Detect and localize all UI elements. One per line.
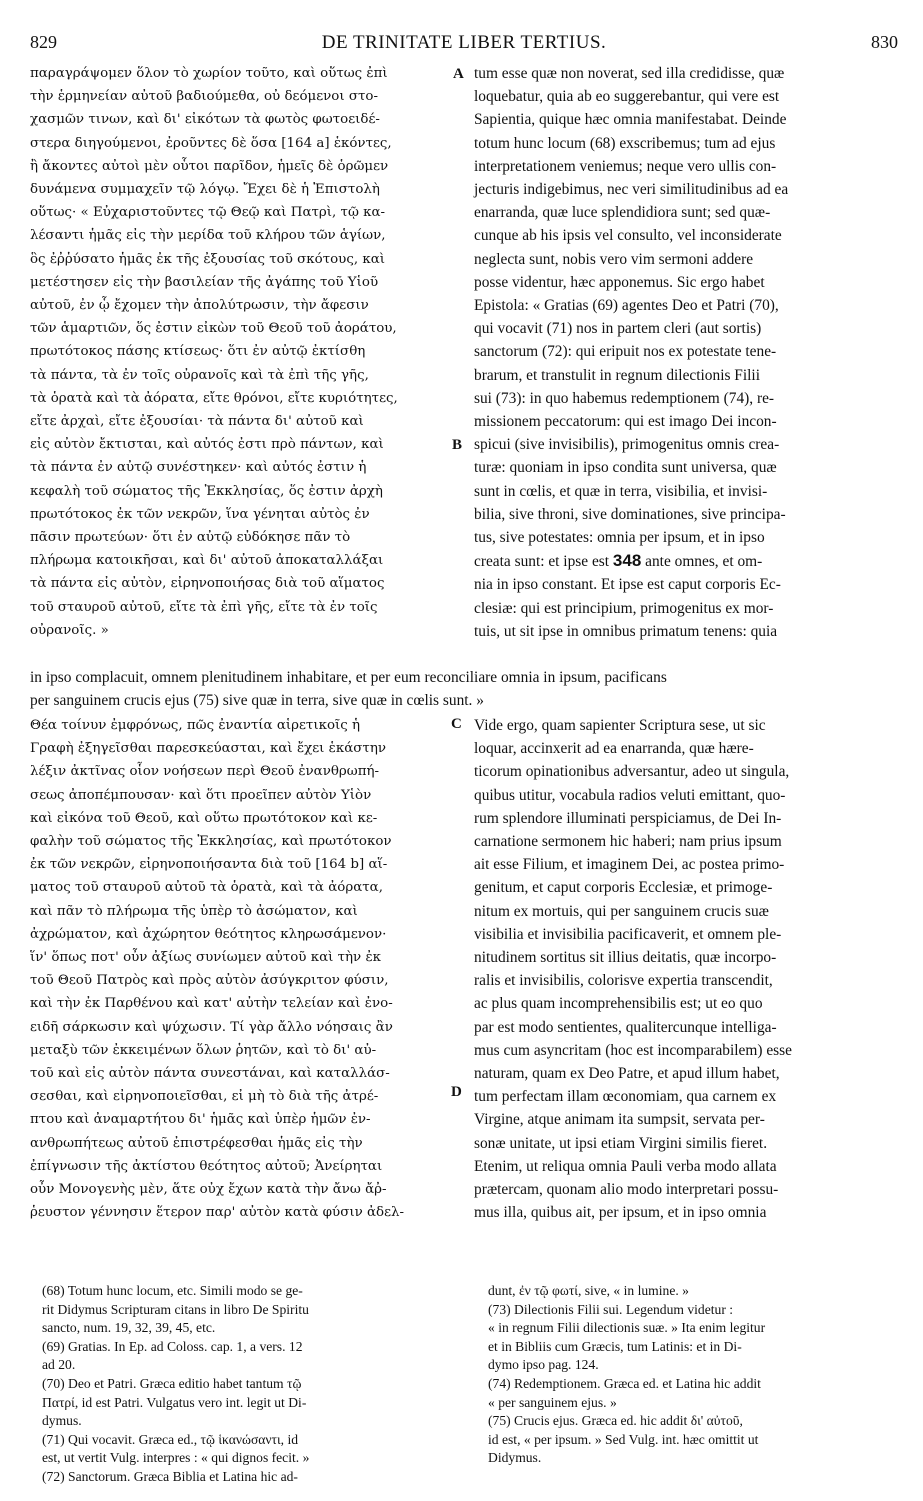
footnotes-right	[488, 1282, 898, 1468]
latin-text-line: ticorum opinationibus adversantur, adeo ut singula,	[474, 763, 790, 781]
greek-text-line: ανθρωπήτεως αὐτοῦ ἐπιστρέφεσθαι ἡμᾶς εἰς τὴν	[30, 1135, 363, 1151]
greek-text-line: ῥευστον γέννησιν ἕτερον παρ' αὐτὸν κατὰ φύσιν ἀδελ-	[30, 1205, 405, 1221]
latin-text-line: naturam, quam ex Deo Patre, et apud illum habet,	[474, 1065, 780, 1083]
greek-text-line: λέσαντι ἡμᾶς εἰς τὴν μερίδα τοῦ κλήρου τῶν ἁγίων,	[30, 228, 386, 244]
greek-text-line: τῶν ἁμαρτιῶν, ὅς ἐστιν εἰκὼν τοῦ Θεοῦ τοῦ ἀοράτου,	[30, 321, 397, 337]
greek-text-line: ἐκ τῶν νεκρῶν, εἰρηνοποιήσαντα διὰ τοῦ [164 b] αἵ-	[30, 857, 388, 873]
latin-text-line: jecturis indigebimus, nec veri similitudinibus ad ea	[474, 181, 789, 199]
page-number-left: 829	[30, 32, 57, 52]
greek-text-line: τοῦ καὶ εἰς αὐτὸν πάντα συνεστάναι, καὶ καταλλάσ-	[30, 1066, 390, 1082]
footnote-line: (68) Totum hunc locum, etc. Simili modo se ge-	[42, 1283, 303, 1298]
greek-column-bottom	[30, 714, 460, 1224]
latin-text-line: Epistola: « Gratias (69) agentes Deo et Patri (70),	[474, 297, 779, 315]
section-marker-d: D	[451, 1084, 462, 1100]
greek-text-line: πρωτότοκος πάσης κτίσεως· ὅτι ἐν αὐτῷ ἐκτίσθη	[30, 344, 366, 360]
footnote-line: (75) Crucis ejus. Græca ed. hic addit δι' αὐτοῦ,	[488, 1413, 743, 1429]
latin-text-line: posse videntur, hæc apponemus. Sic ergo habet	[474, 273, 765, 291]
footnote-line: (72) Sanctorum. Græca Biblia et Latina hic ad-	[42, 1468, 298, 1484]
latin-text-line: tum esse quæ non noverat, sed illa credidisse, quæ	[474, 65, 785, 82]
latin-text-line: qui vocavit (71) nos in partem cleri (aut sortis)	[474, 320, 762, 338]
greek-text-line: ἢ ἄκοντες αὐτοὶ μὲν οὗτοι παρῖδον, ἡμεῖς δὲ ὁρῶμεν	[30, 158, 389, 174]
latin-text-line: tum perfectam illam œconomiam, qua carnem ex	[474, 1088, 777, 1106]
footnote-line: Πατρί, id est Patri. Vulgatus vero int. legit ut Di-	[42, 1394, 307, 1410]
latin-text-line: Virgine, atque animam ita sumpsit, servata per-	[474, 1111, 765, 1129]
greek-text-line: εἴτε ἀρχαὶ, εἴτε ἐξουσίαι· τὰ πάντα δι' αὐτοῦ καὶ	[30, 414, 364, 430]
running-title: DE TRINITATE LIBER TERTIUS.	[321, 32, 607, 53]
running-header	[30, 32, 898, 58]
full-width-line: in ipso complacuit, omnem plenitudinem inhabitare, et per eum reconciliare omnia in ipsum, pacificans	[30, 669, 667, 686]
greek-text-line: τὴν ἑρμηνείαν αὐτοῦ βαδιούμεθα, οὐ δεόμενοι στο-	[30, 89, 378, 105]
footnote-line: ad 20.	[42, 1357, 76, 1373]
latin-text-line: nitudinem sortitus sit illius deitatis, quæ incorpo-	[474, 949, 777, 967]
footnote-line: (70) Deo et Patri. Græca editio habet tantum τῷ	[42, 1375, 302, 1391]
greek-text-line: λέξιν ἀκτῖνας οἷον νοήσεων περὶ Θεοῦ ἐνανθρωπή-	[30, 764, 380, 780]
greek-text-line: τοῦ Θεοῦ Πατρὸς καὶ πρὸς αὐτὸν ἀσύγκριτον φύσιν,	[30, 973, 389, 989]
latin-text-line: carnatione sermonem hic haberi; nam prius ipsum	[474, 833, 782, 851]
greek-text-line: τὰ πάντα, τὰ ἐν τοῖς οὐρανοῖς καὶ τὰ ἐπὶ τῆς γῆς,	[30, 367, 369, 383]
full-width-lines	[30, 666, 898, 712]
section-marker-c: C	[451, 716, 462, 732]
latin-text-line: spicui (sive invisibilis), primogenitus omnis crea-	[474, 436, 780, 454]
latin-column-top	[474, 62, 900, 643]
latin-text-line: bilia, sive throni, sive dominationes, sive principa-	[474, 505, 786, 523]
latin-text-line: Vide ergo, quam sapienter Scriptura sese, ut sic	[474, 717, 766, 734]
greek-text-line: παραγράψομεν ὅλον τὸ χωρίον τοῦτο, καὶ οὕτως ἐπὶ	[30, 66, 388, 81]
greek-text-line: αὐτοῦ, ἐν ᾧ ἔχομεν τὴν ἀπολύτρωσιν, τὴν ἄφεσιν	[30, 298, 369, 314]
latin-text-line: par est modo sentientes, qualitercunque intelliga-	[474, 1018, 777, 1036]
latin-text-line: prætercam, quonam alio modo interpretari possu-	[474, 1181, 779, 1199]
latin-text-fragment: creata sunt: et ipse est	[474, 553, 610, 571]
greek-text-line: στερα διηγούμενοι, ἐροῦντες δὲ ὅσα [164 a] ἑκόντες,	[30, 135, 392, 151]
latin-text-line: quibus utitur, vocabula radios veluti emittant, quo-	[474, 786, 786, 804]
latin-text-line: tuis, ut sit ipse in omnibus primatum tenens: quia	[474, 622, 778, 640]
greek-text-line: πᾶσιν πρωτεύων· ὅτι ἐν αὐτῷ εὐδόκησε πᾶν τὸ	[30, 530, 351, 546]
greek-text-line: πτου καὶ ἀναμαρτήτου δι' ἡμᾶς καὶ ὑπὲρ ἡμῶν ἐν-	[30, 1112, 371, 1128]
footnote-line: « per sanguinem ejus. »	[488, 1394, 617, 1410]
latin-text-line-with-page-number	[474, 549, 900, 573]
latin-text-line: sunt in cœlis, et quæ in terra, visibilia, et invisi-	[474, 482, 768, 500]
latin-text-fragment: ante omnes, et om-	[645, 553, 763, 571]
latin-text-line: sonæ unitate, ut ipsi etiam Virgini similis fieret.	[474, 1134, 768, 1152]
greek-text-line: ματος τοῦ σταυροῦ αὐτοῦ τὰ ὁρατὰ, καὶ τὰ ἀόρατα,	[30, 880, 383, 896]
latin-text-line: clesiæ: qui est principium, primogenitus ex mor-	[474, 599, 774, 617]
full-width-line: per sanguinem crucis ejus (75) sive quæ in terra, sive quæ in cœlis sunt. »	[30, 692, 484, 709]
footnote-line: dymus.	[42, 1413, 82, 1429]
latin-text-line: rum splendore illuminati perspiciamus, de Dei In-	[474, 809, 782, 827]
latin-column-bottom	[474, 714, 900, 1224]
latin-text-line: mus illa, quibus ait, per ipsum, et in ipso omnia	[474, 1204, 767, 1222]
greek-text-line: Γραφὴ ἐξηγεῖσθαι παρεσκεύασται, καὶ ἔχει ἑκάστην	[30, 741, 386, 757]
greek-text-line: κεφαλὴ τοῦ σώματος τῆς Ἐκκλησίας, ὅς ἐστιν ἀρχὴ	[30, 483, 383, 499]
greek-text-line: σεως ἀποπέμπουσαν· καὶ ὅτι προεῖπεν αὐτὸν Υἱὸν	[30, 787, 372, 803]
footnote-line: dymo ipso pag. 124.	[488, 1357, 599, 1373]
greek-text-line: τὰ ὁρατὰ καὶ τὰ ἀόρατα, εἴτε θρόνοι, εἴτε κυριότητες,	[30, 390, 398, 406]
footnote-line: dunt, ἐν τῷ φωτί, sive, « in lumine. »	[488, 1283, 689, 1298]
greek-text-line: ὃς ἐῤῥύσατο ἡμᾶς ἐκ τῆς ἐξουσίας τοῦ σκότους, καὶ	[30, 251, 385, 267]
greek-text-line: τοῦ σταυροῦ αὐτοῦ, εἴτε τὰ ἐπὶ γῆς, εἴτε τὰ ἐν τοῖς	[30, 599, 378, 615]
footnote-line: id est, « per ipsum. » Sed Vulg. int. hæc omittit ut	[488, 1431, 759, 1447]
latin-text-line: turæ: quoniam in ipso condita sunt universa, quæ	[474, 459, 777, 477]
latin-text-line: ait esse Filium, et imaginem Dei, ac postea primo-	[474, 856, 785, 874]
greek-text-line: καὶ τὴν ἐκ Παρθένου καὶ κατ' αὐτὴν τελείαν καὶ ἐνο-	[30, 996, 393, 1012]
latin-text-line: loquebatur, quia ab eo suggerebantur, qui vere est	[474, 88, 780, 106]
greek-text-line: ἵν' ὅπως ποτ' οὖν ἀξίως συνίωμεν αὐτοῦ καὶ τὴν ἐκ	[30, 950, 381, 966]
greek-text-line: οὐρανοῖς. »	[30, 622, 109, 638]
footnote-line: Didymus.	[488, 1450, 542, 1466]
footnote-line: (71) Qui vocavit. Græca ed., τῷ ἱκανώσαντι, id	[42, 1431, 299, 1447]
greek-text-line: πλήρωμα κατοικῆσαι, καὶ δι' αὐτοῦ ἀποκαταλλάξαι	[30, 553, 384, 569]
greek-text-line: ειδῆ σάρκωσιν καὶ ψύχωσιν. Τί γὰρ ἄλλο νόησαις ἂν	[30, 1019, 393, 1035]
latin-text-line: genitum, et caput corporis Ecclesiæ, et primoge-	[474, 879, 773, 897]
greek-text-line: Θέα τοίνυν ἐμφρόνως, πῶς ἐναντία αἱρετικοῖς ἡ	[30, 718, 361, 733]
latin-text-line: nitum ex mortuis, qui per sanguinem crucis suæ	[474, 902, 769, 920]
greek-text-line: φαλὴν τοῦ σώματος τῆς Ἐκκλησίας, καὶ πρωτότοκον	[30, 834, 392, 850]
footnote-line: sancto, num. 19, 32, 39, 45, etc.	[42, 1320, 216, 1336]
greek-text-line: δυνάμενα συμμαχεῖν τῷ λόγῳ. Ἔχει δὲ ἡ Ἐπιστολὴ	[30, 182, 380, 198]
latin-text-line: neglecta sunt, nobis vero vim sermoni addere	[474, 250, 754, 268]
greek-text-line: μετέστησεν εἰς τὴν βασιλείαν τῆς ἀγάπης τοῦ Υἱοῦ	[30, 274, 379, 290]
latin-text-line: mus cum asyncritam (hoc est incomparabilem) esse	[474, 1041, 792, 1059]
greek-text-line: ἀχρώματον, καὶ ἀχώρητον θεότητος κληρωσάμενον·	[30, 926, 387, 942]
latin-text-line: Etenim, ut reliqua omnia Pauli verba modo allata	[474, 1157, 777, 1175]
footnote-line: (73) Dilectionis Filii sui. Legendum videtur :	[488, 1301, 734, 1317]
latin-text-line: sanctorum (72): qui eripuit nos ex potestate tene-	[474, 343, 777, 361]
greek-text-line: καὶ εἰκόνα τοῦ Θεοῦ, καὶ οὕτω πρωτότοκον καὶ κε-	[30, 810, 378, 826]
latin-text-line: totum hunc locum (68) exscribemus; tum ad ejus	[474, 134, 776, 152]
greek-text-line: οὖν Μονογενὴς μὲν, ἅτε οὐχ ἔχων κατὰ τὴν ἄνω ἄῤ-	[30, 1182, 387, 1198]
greek-text-line: χασμῶν τινων, καὶ δι' εἰκότων τὰ φωτὸς φωτοειδέ-	[30, 112, 380, 128]
latin-text-line: enarranda, quæ luce splendidiora sunt; sed quæ-	[474, 204, 771, 222]
footnote-line: (69) Gratias. In Ep. ad Coloss. cap. 1, a vers. 12	[42, 1338, 303, 1354]
latin-text-line: sui (73): in quo habemus redemptionem (74), re-	[474, 389, 775, 407]
page-number-right: 830	[871, 32, 898, 52]
latin-text-line: brarum, et transtulit in regnum dilectionis Filii	[474, 366, 760, 384]
footnote-line: (74) Redemptionem. Græca ed. et Latina hic addit	[488, 1375, 761, 1391]
latin-text-line: loquar, accinxerit ad ea enarranda, quæ hære-	[474, 740, 754, 758]
greek-text-line: πρωτότοκος ἐκ τῶν νεκρῶν, ἵνα γένηται αὐτὸς ἐν	[30, 506, 370, 522]
inline-page-number: 348	[612, 551, 642, 571]
greek-text-line: εἰς αὐτὸν ἔκτισται, καὶ αὐτός ἐστι πρὸ πάντων, καὶ	[30, 437, 384, 453]
greek-text-line: μεταξὺ τῶν ἐκκειμένων ὅλων ῥητῶν, καὶ τὸ δι' αὐ-	[30, 1042, 377, 1058]
latin-text-line: interpretationem veniemus; neque vero ullis con-	[474, 157, 777, 175]
latin-text-line: Sapientia, quique hæc omnia manifestabat. Deinde	[474, 111, 787, 129]
latin-text-line: ralis et invisibilis, colorisve expertia transcendit,	[474, 972, 773, 990]
latin-text-line: missionem peccatorum: qui est imago Dei incon-	[474, 413, 777, 431]
greek-text-line: καὶ πᾶν τὸ πλήρωμα τῆς ὑπὲρ τὸ ἀσώματον, καὶ	[30, 903, 358, 919]
latin-text-line: ac plus quam incomprehensibilis est; ut eo quo	[474, 995, 763, 1013]
greek-column-top	[30, 62, 463, 642]
latin-text-line: nia in ipso constant. Et ipse est caput corporis Ec-	[474, 576, 781, 594]
greek-text-line: ἐπίγνωσιν τῆς ἀκτίστου θεότητος αὐτοῦ; Ἀνείρηται	[30, 1158, 383, 1174]
footnote-line: est, ut vertit Vulg. interpres : « qui dignos fecit. »	[42, 1450, 310, 1466]
footnote-line: rit Didymus Scripturam citans in libro De Spiritu	[42, 1301, 309, 1317]
latin-text-line: visibilia et invisibilia pacificaverit, et omnem ple-	[474, 925, 782, 943]
latin-text-line: cunque ab his ipsis vel consulto, vel inconsiderate	[474, 227, 782, 245]
greek-text-line: οὕτως· « Εὐχαριστοῦντες τῷ Θεῷ καὶ Πατρὶ, τῷ κα-	[30, 205, 386, 221]
footnote-line: et in Bibliis cum Græcis, tum Latinis: et in Di-	[488, 1338, 742, 1354]
greek-text-line: σεσθαι, καὶ εἰρηνοποιεῖσθαι, εἰ μὴ τὸ διὰ τῆς ἀτρέ-	[30, 1089, 379, 1105]
section-marker-a: A	[453, 66, 464, 82]
footnotes-left	[42, 1282, 462, 1487]
footnote-line: « in regnum Filii dilectionis suæ. » Ita enim legitur	[488, 1320, 766, 1336]
section-marker-b: B	[452, 437, 463, 453]
greek-text-line: τὰ πάντα ἐν αὐτῷ συνέστηκεν· καὶ αὐτός ἐστιν ἡ	[30, 460, 367, 476]
greek-text-line: τὰ πάντα εἰς αὐτὸν, εἰρηνοποιήσας διὰ τοῦ αἵματος	[30, 576, 385, 592]
latin-text-line: tus, sive potestates: omnia per ipsum, et in ipso	[474, 529, 765, 547]
